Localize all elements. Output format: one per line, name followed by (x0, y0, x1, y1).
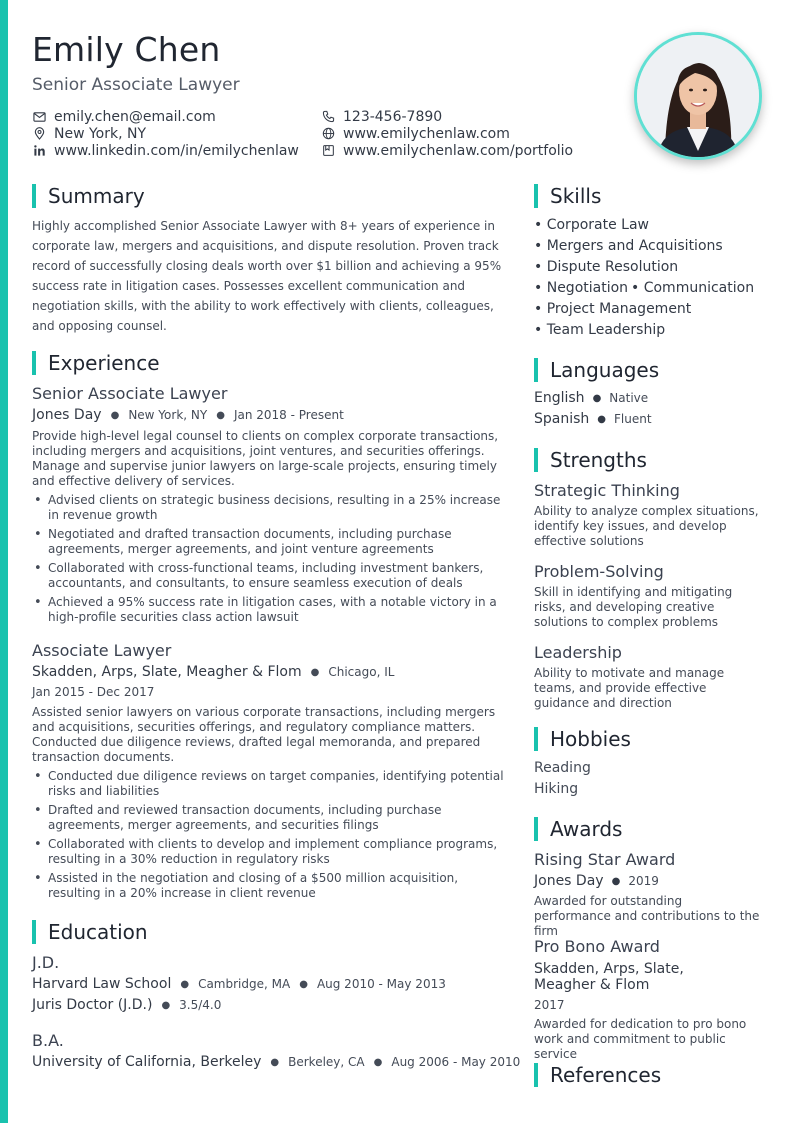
language-item: Spanish ● Fluent (534, 411, 652, 427)
job-meta: Jones Day ● New York, NY ● Jan 2018 - Present (32, 407, 344, 423)
award-desc: Awarded for dedication to pro bono work and commitment to public service (534, 1017, 747, 1061)
education-meta: Harvard Law School ● Cambridge, MA ● Aug 2010 - May 2013 (32, 976, 446, 992)
strength-title: Strategic Thinking (534, 481, 680, 500)
list-item: • Conducted due diligence reviews on target companies, identifying potential risks and liabilities (32, 769, 510, 799)
contact-email[interactable]: emily.chen@email.com (32, 108, 299, 125)
award-year: 2017 (534, 998, 565, 1012)
strength-desc: Skill in identifying and mitigating risks, and developing creative solutions to complex problems (534, 585, 733, 629)
accent-bar (0, 0, 8, 1123)
summary-heading: Summary (32, 184, 145, 208)
education-meta: University of California, Berkeley ● Berkeley, CA ● Aug 2006 - May 2010 (32, 1054, 521, 1070)
strength-title: Leadership (534, 643, 622, 662)
phone-icon (321, 110, 335, 124)
skill-item: • Team Leadership (534, 322, 666, 338)
portfolio-icon (321, 144, 335, 158)
hobbies-heading: Hobbies (534, 727, 631, 751)
skill-item: • Dispute Resolution (534, 259, 679, 275)
job-bullets (32, 769, 510, 905)
languages-heading: Languages (534, 358, 659, 382)
references-heading: References (534, 1063, 661, 1087)
profile-photo (634, 32, 762, 160)
skills-heading: Skills (534, 184, 601, 208)
list-item: • Collaborated with clients to develop and implement compliance programs, resulting in a 30% reduction in regulatory risks (32, 837, 510, 867)
language-item: English ● Native (534, 390, 649, 406)
skill-item: • Negotiation (534, 280, 629, 296)
award-org: Skadden, Arps, Slate, (534, 961, 684, 977)
candidate-name: Emily Chen (32, 30, 221, 69)
job-title: Associate Lawyer (32, 641, 172, 660)
contact-phone[interactable]: 123-456-7890 (321, 108, 573, 125)
summary-text: Highly accomplished Senior Associate Lawyer with 8+ years of experience in corporate law, mergers and acquisitions, and dispute resolution. Proven track record of successfully closing deals worth over $1 billion and achieving a 95% success rate in litigation cases. Possesses excellent communication and negotiation skills, with the ability to work effectively with clients, colleagues, and opposing counsel. (32, 219, 502, 333)
hobby-item: Hiking (534, 781, 579, 797)
awards-heading: Awards (534, 817, 622, 841)
education-heading: Education (32, 920, 148, 944)
skill-item: • Project Management (534, 301, 692, 317)
job-dates: Jan 2015 - Dec 2017 (32, 685, 155, 699)
degree: J.D. (32, 953, 60, 972)
award-org: Meagher & Flom (534, 977, 650, 993)
linkedin-icon (32, 144, 46, 158)
contact-location: New York, NY (32, 125, 299, 142)
skill-item: • Corporate Law (534, 217, 649, 233)
list-item: • Assisted in the negotiation and closing of a $500 million acquisition, resulting in a 20% increase in client revenue (32, 871, 510, 901)
strength-title: Problem-Solving (534, 562, 664, 581)
award-meta: Jones Day ● 2019 (534, 873, 659, 889)
mail-icon (32, 110, 46, 124)
award-title: Rising Star Award (534, 850, 676, 869)
list-item: • Achieved a 95% success rate in litigation cases, with a notable victory in a high-profile securities class action lawsuit (32, 595, 510, 625)
job-bullets (32, 493, 510, 629)
job-description: Provide high-level legal counsel to clients on complex corporate transactions, including mergers and acquisitions, joint ventures, and securities offerings. Manage and supervise junior lawyers on large-scale projects, ensuring timely and effective delivery of services. (32, 429, 499, 488)
skill-item: • Mergers and Acquisitions (534, 238, 723, 254)
award-desc: Awarded for outstanding performance and contributions to the firm (534, 894, 760, 938)
location-pin-icon (32, 127, 46, 141)
job-title: Senior Associate Lawyer (32, 384, 228, 403)
strength-desc: Ability to analyze complex situations, identify key issues, and develop effective solutions (534, 504, 759, 548)
strengths-heading: Strengths (534, 448, 647, 472)
globe-icon (321, 127, 335, 141)
list-item: • Advised clients on strategic business decisions, resulting in a 25% increase in revenue growth (32, 493, 510, 523)
list-item: • Negotiated and drafted transaction documents, including purchase agreements, merger agreements, and joint venture agreements (32, 527, 510, 557)
strength-desc: Ability to motivate and manage teams, and provide effective guidance and direction (534, 666, 725, 710)
skill-item: • Communication (631, 280, 755, 296)
list-item: • Collaborated with cross-functional teams, including investment bankers, accountants, and consultants, to ensure seamless execution of deals (32, 561, 510, 591)
education-field: Juris Doctor (J.D.) ● 3.5/4.0 (32, 997, 222, 1013)
hobby-item: Reading (534, 760, 591, 776)
contact-linkedin[interactable]: www.linkedin.com/in/emilychenlaw (32, 142, 299, 159)
award-title: Pro Bono Award (534, 937, 660, 956)
experience-heading: Experience (32, 351, 160, 375)
degree: B.A. (32, 1031, 64, 1050)
list-item: • Drafted and reviewed transaction documents, including purchase agreements, merger agreements, and securities filings (32, 803, 510, 833)
contact-right (321, 108, 573, 159)
contact-website[interactable]: www.emilychenlaw.com (321, 125, 573, 142)
job-meta: Skadden, Arps, Slate, Meagher & Flom ● Chicago, IL (32, 664, 395, 680)
contact-portfolio[interactable]: www.emilychenlaw.com/portfolio (321, 142, 573, 159)
contact-left (32, 108, 299, 159)
job-description: Assisted senior lawyers on various corporate transactions, including mergers and acquisitions, securities offerings, and regulatory compliance matters. Conducted due diligence reviews, drafted legal memoranda, and prepared transaction documents. (32, 705, 496, 764)
candidate-role: Senior Associate Lawyer (32, 75, 240, 95)
